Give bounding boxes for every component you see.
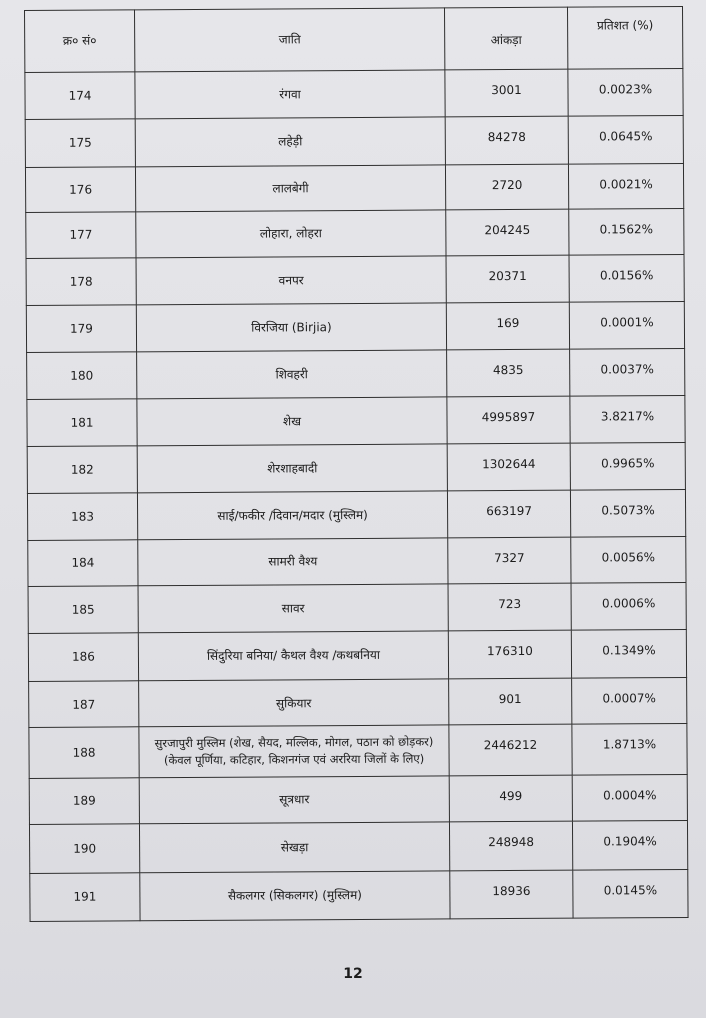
- row-count: 7327: [448, 537, 571, 584]
- row-percent: 0.1904%: [572, 821, 687, 870]
- row-caste-name: सावर: [138, 584, 448, 632]
- table-row: [26, 254, 684, 305]
- row-serial: 175: [25, 119, 135, 167]
- row-caste-name: [139, 725, 449, 777]
- row-serial: 183: [27, 493, 137, 540]
- row-serial: 191: [30, 872, 140, 921]
- table-row: [29, 821, 687, 873]
- row-count: 2720: [445, 164, 568, 210]
- row-serial: 188: [29, 727, 139, 778]
- row-serial: 186: [28, 632, 138, 681]
- row-count: 176310: [448, 630, 571, 679]
- row-caste-name: लहेड़ी: [135, 117, 445, 166]
- row-count: 4995897: [447, 396, 570, 444]
- table-row: [29, 677, 687, 727]
- row-percent: 0.0037%: [570, 349, 685, 396]
- table-row: [27, 395, 685, 446]
- row-serial: 190: [29, 824, 139, 873]
- row-count: 169: [446, 302, 569, 350]
- row-caste-name: सैकलगर (सिकलगर) (मुस्लिम): [140, 870, 450, 920]
- row-caste-name: सामरी वैश्य: [138, 538, 448, 586]
- row-caste-name: शेख: [137, 397, 447, 446]
- row-percent: 0.0004%: [572, 774, 687, 821]
- row-caste-name-line1: सुरजापुरी मुस्लिम (शेख, सैयद, मल्लिक, मोगल, पठान को छोड़कर): [154, 734, 434, 750]
- table-row: [29, 724, 687, 778]
- table-row: [29, 774, 687, 824]
- table-row: [28, 629, 686, 681]
- row-percent: 0.1562%: [569, 209, 684, 255]
- row-count: 20371: [446, 255, 569, 303]
- row-serial: 187: [29, 681, 139, 728]
- row-count: 248948: [449, 821, 572, 870]
- row-caste-name: रंगवा: [135, 70, 445, 119]
- row-caste-name: सूत्रधार: [139, 776, 449, 824]
- table-row: [25, 116, 683, 167]
- row-count: 204245: [446, 209, 569, 255]
- caste-statistics-table: [24, 6, 689, 922]
- header-count: आंकड़ा: [444, 7, 567, 70]
- row-serial: 184: [28, 540, 138, 587]
- row-count: 18936: [450, 870, 573, 919]
- row-serial: 180: [27, 352, 137, 399]
- row-caste-name: विरजिया (Birjia): [136, 303, 446, 352]
- row-caste-name: वनपर: [136, 255, 446, 304]
- table-row: [26, 209, 684, 258]
- table-row: [25, 163, 683, 212]
- table-row: [27, 443, 685, 494]
- table-row: [30, 869, 688, 922]
- row-caste-name: सुकियार: [139, 679, 449, 727]
- row-caste-name: लोहारा, लोहरा: [136, 210, 446, 257]
- row-serial: 182: [27, 446, 137, 494]
- row-serial: 179: [26, 305, 136, 353]
- row-caste-name: साई/फकीर /दिवान/मदार (मुस्लिम): [137, 491, 447, 539]
- row-caste-name: शिवहरी: [137, 350, 447, 398]
- header-percent: प्रतिशत (%): [567, 6, 682, 69]
- table-row: [25, 68, 683, 119]
- row-percent: 0.0001%: [569, 301, 684, 349]
- row-percent: 0.0006%: [571, 583, 686, 630]
- row-serial: 176: [25, 167, 135, 213]
- row-caste-name-line2: (केवल पूर्णिया, कटिहार, किशनगंज एवं अररिया जिलों के लिए): [163, 751, 425, 768]
- row-caste-name: सिंदुरिया बनिया/ कैथल वैश्य /कथबनिया: [138, 630, 448, 680]
- row-count: 723: [448, 583, 571, 630]
- table-row: [27, 349, 685, 399]
- row-count: 901: [449, 678, 572, 725]
- table-header-row: [25, 6, 683, 72]
- row-serial: 189: [29, 778, 139, 825]
- row-count: 663197: [447, 491, 570, 538]
- row-percent: 0.1349%: [571, 629, 686, 678]
- row-percent: 0.9965%: [570, 443, 685, 491]
- row-count: 84278: [445, 117, 568, 165]
- header-serial: क्र० सं०: [25, 10, 135, 73]
- table-row: [28, 536, 686, 586]
- row-caste-name: शेरशाहबादी: [137, 444, 447, 493]
- row-serial: 178: [26, 257, 136, 305]
- row-percent: 1.8713%: [572, 724, 687, 775]
- row-count: 4835: [447, 349, 570, 396]
- table-body: [25, 68, 688, 921]
- row-percent: 3.8217%: [570, 395, 685, 443]
- row-count: 499: [449, 775, 572, 822]
- row-percent: 0.5073%: [570, 490, 685, 537]
- page-number: 12: [343, 966, 363, 982]
- row-serial: 174: [25, 72, 135, 120]
- row-caste-name: सेखड़ा: [139, 822, 449, 872]
- row-percent: 0.0023%: [568, 68, 683, 116]
- row-percent: 0.0145%: [573, 869, 688, 918]
- table-row: [26, 301, 684, 352]
- row-percent: 0.0645%: [568, 116, 683, 164]
- header-caste: जाति: [135, 8, 445, 72]
- row-percent: 0.0156%: [569, 254, 684, 302]
- table-row: [27, 490, 685, 540]
- row-serial: 185: [28, 586, 138, 633]
- row-serial: 181: [27, 398, 137, 446]
- row-serial: 177: [26, 212, 136, 258]
- row-percent: 0.0021%: [568, 163, 683, 209]
- row-count: 2446212: [449, 724, 572, 775]
- table-row: [28, 583, 686, 633]
- row-percent: 0.0056%: [571, 536, 686, 583]
- row-count: 1302644: [447, 443, 570, 491]
- row-caste-name: लालबेगी: [135, 165, 445, 212]
- row-count: 3001: [445, 69, 568, 117]
- row-percent: 0.0007%: [572, 677, 687, 724]
